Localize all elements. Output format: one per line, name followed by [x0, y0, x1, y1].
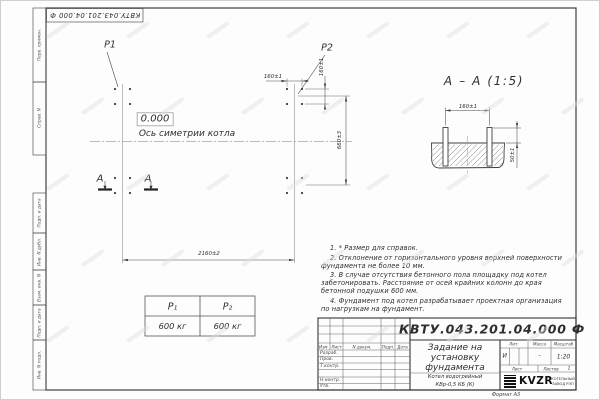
- sheets-label: Листов: [543, 366, 559, 372]
- note-2: 2. Отклонение от горизонтального уровня верхней поверхности фундамента не более 10 мм.: [321, 253, 563, 270]
- note-3: 3. В случае отсутствия бетонного пола площадку под котел забетонировать. Расстояние от осей крайних колонн до края бетонной подушки 600 мм.: [321, 271, 547, 296]
- lit-header: Лит.: [509, 341, 519, 347]
- plan-leaders: [107, 52, 325, 94]
- row-label-t-kontr: Т.контр.: [320, 363, 340, 369]
- mass-header: Масса: [532, 341, 547, 347]
- side-label-perv-primen: Перв. примен.: [37, 28, 42, 62]
- plan-dimension-lines: [123, 73, 347, 260]
- load-table-header-p2: P₂: [222, 301, 233, 312]
- side-label-inv-n-dubl: Инв. N дубл.: [37, 237, 42, 266]
- sheets-value: 1: [567, 366, 571, 372]
- document-designation: КВТУ.043.201.04.000 Ф: [398, 321, 586, 337]
- side-label-vzam-inv-n: Взам. инв. N: [37, 273, 42, 302]
- load-point-p2-label: P2: [321, 42, 333, 54]
- scale-value: 1:20: [556, 353, 571, 360]
- format-label: Формат А3: [491, 391, 521, 398]
- kvzr-logo-icon: [504, 375, 516, 388]
- scale-header: Масштаб: [553, 341, 574, 347]
- side-label-podp-i-data-2: Подп. и дата: [37, 307, 42, 338]
- mass-value: -: [538, 352, 541, 360]
- plan-dim-660: 660±3: [336, 130, 343, 150]
- note-1: 1. * Размер для справок.: [330, 244, 419, 252]
- section-dim-50: 50±1: [509, 147, 516, 163]
- load-table-value-p1: 600 кг: [158, 321, 187, 331]
- col-header-n-dokum: N докум.: [352, 344, 372, 350]
- note-4: 4. Фундамент под котел разрабатывает проектная организация по нагрузкам на фундамент.: [321, 296, 562, 313]
- col-header-izm: Изм.: [319, 344, 329, 350]
- col-header-podp: Подп.: [381, 344, 395, 350]
- lit-value: И: [502, 352, 507, 360]
- section-dimension-arrows: [446, 109, 519, 148]
- plan-dim-160-vertical: 160±1: [319, 57, 325, 77]
- row-label-razrab: Разраб.: [320, 350, 338, 356]
- sheet-label: Лист: [511, 366, 523, 372]
- side-label-podp-i-data-1: Подп. и дата: [37, 198, 42, 228]
- company-name-line2: ЗАВОД РЭП: [552, 382, 574, 387]
- section-letter-left: А: [96, 173, 104, 185]
- product-name-line2: КВр-0,5 КБ (К): [435, 381, 475, 388]
- side-label-sprav-n: Справ. N: [37, 108, 42, 128]
- technical-notes: [321, 244, 564, 314]
- load-table-header-p1: P₁: [167, 301, 178, 312]
- doc-title-line2: установку: [430, 352, 480, 363]
- kvzr-logo-text: KVZR: [519, 375, 553, 387]
- side-label-inv-n-podl: Инв. N подл.: [37, 350, 42, 380]
- plan-centerlines: [90, 84, 352, 263]
- company-name-line1: КОТЕЛЬНЫЙ: [551, 376, 575, 381]
- product-name-line1: Котел водогрейный: [427, 374, 483, 380]
- doc-title-line1: Задание на: [427, 342, 483, 353]
- section-dim-160: 160±1: [458, 103, 478, 110]
- plan-dim-160-horizontal: 160±1: [263, 73, 283, 80]
- col-header-data: Дата: [397, 344, 408, 350]
- row-label-prov: Пров.: [320, 357, 334, 363]
- plan-dim-2160: 2160±2: [198, 251, 220, 257]
- row-label-n-kontr: Н.контр.: [320, 377, 341, 383]
- section-view-title: А – А (1:5): [443, 74, 525, 88]
- elevation-mark: 0.000: [137, 112, 174, 126]
- row-label-utv: Утв.: [320, 384, 330, 390]
- doc-title-line3: фундамента: [425, 362, 485, 373]
- top-stamp-designation: КВТУ.043.201.04.000 Ф: [49, 11, 140, 19]
- col-header-list: Лист: [331, 344, 342, 350]
- section-letter-right: А: [144, 173, 152, 185]
- load-point-p1-label: P1: [104, 39, 116, 51]
- plan-dimension-arrows: [123, 80, 348, 261]
- boiler-symmetry-axis-label: Ось симетрии котла: [138, 129, 236, 139]
- load-table-value-p2: 600 кг: [213, 321, 242, 331]
